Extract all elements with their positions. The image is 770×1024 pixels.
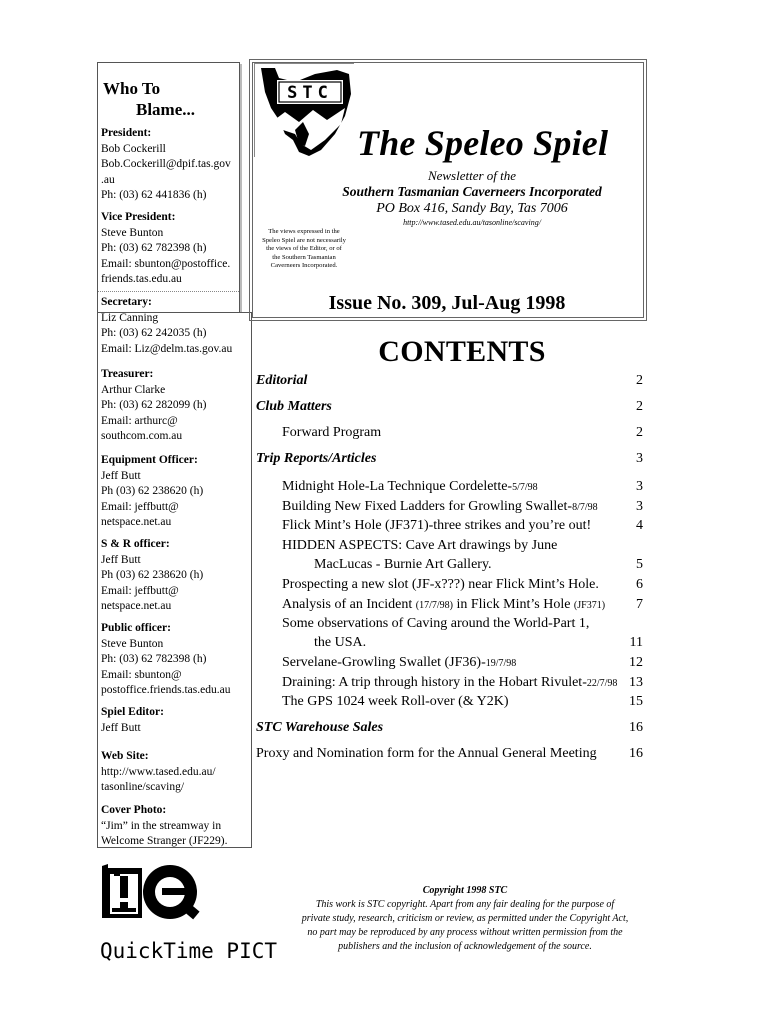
toc-page: 3 bbox=[636, 451, 643, 466]
toc-page: 12 bbox=[629, 655, 643, 670]
newsletter-title: The Speleo Spiel bbox=[357, 123, 609, 163]
treasurer-heading: Treasurer: bbox=[101, 368, 154, 380]
sidebar-title-line2: Blame... bbox=[136, 100, 196, 119]
president-heading: President: bbox=[101, 127, 152, 139]
vice-president-email: Email: sbunton@postoffice. bbox=[101, 257, 231, 270]
vice-president-phone: Ph: (03) 62 782398 (h) bbox=[101, 242, 207, 255]
toc-label: Midnight Hole-La Technique Cordelette-5/7/98 bbox=[282, 479, 538, 494]
toc-label: Draining: A trip through history in the Hobart Rivulet-22/7/98 bbox=[282, 675, 618, 690]
spiel-editor-name: Jeff Butt bbox=[101, 721, 141, 734]
toc-label: Analysis of an Incident (17/7/98) in Flick Mint’s Hole (JF371) bbox=[282, 597, 606, 612]
sr-officer-phone: Ph (03) 62 238620 (h) bbox=[101, 569, 204, 582]
toc-label: Proxy and Nomination form for the Annual General Meeting bbox=[256, 746, 597, 761]
treasurer-email: Email: arthurc@ bbox=[101, 414, 178, 427]
cover-photo-block bbox=[101, 803, 228, 850]
toc-label: Forward Program bbox=[282, 425, 382, 440]
toc-label: Flick Mint’s Hole (JF371)-three strikes and you’re out! bbox=[282, 518, 592, 533]
club-website: http://www.tased.edu.au/tasonline/scaving/ bbox=[403, 218, 541, 227]
copyright-line: private study, research, criticism or review, as permitted under the Copyright Act, bbox=[301, 913, 629, 924]
copyright-heading: Copyright 1998 STC bbox=[422, 885, 508, 896]
disclaimer: The views expressed in the Speleo Spiel are not necessarily the views of the Editor, or of the Southern Tasmanian Caverneers Incorporated. bbox=[262, 228, 346, 270]
vice-president-name: Steve Bunton bbox=[101, 226, 164, 239]
quicktime-caption: QuickTime PICT bbox=[100, 939, 278, 963]
vice-president-block bbox=[101, 210, 230, 288]
sr-officer-block bbox=[101, 537, 203, 615]
toc-label: Some observations of Caving around the World-Part 1, bbox=[282, 616, 590, 631]
treasurer-email-cont: southcom.com.au bbox=[101, 430, 183, 443]
toc-label: MacLucas - Burnie Art Gallery. bbox=[314, 557, 492, 572]
public-officer-phone: Ph: (03) 62 782398 (h) bbox=[101, 653, 207, 666]
toc-date: 8/7/98 bbox=[572, 502, 598, 513]
toc-label: Prospecting a new slot (JF-x???) near Flick Mint’s Hole. bbox=[282, 577, 599, 592]
equipment-officer-email-cont: netspace.net.au bbox=[101, 516, 172, 529]
equipment-officer-name: Jeff Butt bbox=[101, 469, 141, 482]
issue-number: Issue No. 309, Jul-Aug 1998 bbox=[328, 292, 566, 314]
stc-logo-text: STC bbox=[287, 83, 333, 103]
equipment-officer-heading: Equipment Officer: bbox=[101, 454, 198, 466]
toc-page: 16 bbox=[629, 720, 643, 735]
web-site-url-cont: tasonline/scaving/ bbox=[101, 781, 185, 794]
copyright-notice bbox=[280, 884, 650, 954]
toc-page: 3 bbox=[636, 479, 643, 494]
president-block bbox=[101, 126, 231, 204]
secretary-block bbox=[101, 295, 232, 357]
toc-date: 5/7/98 bbox=[512, 482, 538, 493]
club-address: PO Box 416, Sandy Bay, Tas 7006 bbox=[376, 201, 568, 216]
toc-date: 19/7/98 bbox=[485, 658, 517, 669]
vice-president-heading: Vice President: bbox=[101, 211, 176, 223]
stc-logo bbox=[254, 63, 354, 157]
sr-officer-heading: S & R officer: bbox=[101, 538, 170, 550]
toc-label: HIDDEN ASPECTS: Cave Art drawings by June bbox=[282, 538, 558, 553]
president-name: Bob Cockerill bbox=[101, 142, 166, 155]
toc-label: Servelane-Growling Swallet (JF36)-19/7/98 bbox=[282, 655, 517, 670]
toc-cave-code: (JF371) bbox=[573, 600, 606, 611]
secretary-phone: Ph: (03) 62 242035 (h) bbox=[101, 327, 207, 340]
toc-page: 5 bbox=[636, 557, 643, 572]
president-email: Bob.Cockerill@dpif.tas.gov bbox=[101, 158, 231, 171]
treasurer-name: Arthur Clarke bbox=[101, 383, 166, 396]
president-email-cont: .au bbox=[101, 173, 115, 186]
toc-page: 15 bbox=[629, 694, 643, 709]
copyright-line: no part may be reproduced by any process without written permission from the bbox=[307, 927, 623, 938]
toc-page: 16 bbox=[629, 746, 643, 761]
toc-page: 2 bbox=[636, 425, 643, 440]
toc-label: Building New Fixed Ladders for Growling Swallet-8/7/98 bbox=[282, 499, 598, 514]
secretary-heading: Secretary: bbox=[101, 296, 152, 308]
toc-label: The GPS 1024 week Roll-over (& Y2K) bbox=[282, 694, 509, 709]
toc-label: Club Matters bbox=[256, 399, 332, 414]
cover-photo-heading: Cover Photo: bbox=[101, 804, 167, 816]
toc-page: 7 bbox=[636, 597, 643, 612]
treasurer-block bbox=[101, 367, 206, 445]
web-site-url: http://www.tased.edu.au/ bbox=[101, 765, 216, 778]
toc-date: (17/7/98) bbox=[415, 600, 453, 611]
toc-label: STC Warehouse Sales bbox=[256, 720, 384, 735]
sr-officer-email-cont: netspace.net.au bbox=[101, 600, 172, 613]
sr-officer-email: Email: jeffbutt@ bbox=[101, 584, 179, 597]
toc-page: 3 bbox=[636, 499, 643, 514]
spiel-editor-heading: Spiel Editor: bbox=[101, 706, 164, 718]
copyright-line: This work is STC copyright. Apart from any fair dealing for the purpose of bbox=[315, 899, 615, 910]
newsletter-of: Newsletter of the bbox=[427, 168, 517, 183]
web-site-heading: Web Site: bbox=[101, 750, 149, 762]
stc-logo-graphic bbox=[255, 64, 355, 158]
toc-page: 11 bbox=[629, 635, 643, 650]
sidebar-title-line1: Who To bbox=[103, 79, 161, 98]
public-officer-block bbox=[101, 621, 230, 699]
sr-officer-name: Jeff Butt bbox=[101, 553, 141, 566]
toc-page: 2 bbox=[636, 373, 643, 388]
contents-heading: CONTENTS bbox=[378, 335, 546, 368]
equipment-officer-block bbox=[101, 453, 203, 531]
toc-label: the USA. bbox=[314, 635, 367, 650]
vice-president-email-cont: friends.tas.edu.au bbox=[101, 273, 182, 286]
spiel-editor-block bbox=[101, 705, 164, 736]
copyright-line: publishers and the inclusion of acknowledgement of the source. bbox=[338, 941, 592, 952]
cover-photo-caption: “Jim” in the streamway in bbox=[101, 819, 222, 832]
toc-page: 2 bbox=[636, 399, 643, 414]
quicktime-pict-icon bbox=[98, 862, 278, 970]
cover-photo-caption-cont: Welcome Stranger (JF229). bbox=[101, 835, 228, 848]
web-site-block bbox=[101, 749, 216, 796]
equipment-officer-phone: Ph (03) 62 238620 (h) bbox=[101, 485, 204, 498]
treasurer-phone: Ph: (03) 62 282099 (h) bbox=[101, 399, 207, 412]
secretary-email: Email: Liz@delm.tas.gov.au bbox=[101, 342, 233, 355]
quicktime-pict-placeholder bbox=[98, 862, 278, 970]
public-officer-email: Email: sbunton@ bbox=[101, 668, 182, 681]
toc-date: 22/7/98 bbox=[586, 678, 618, 689]
public-officer-name: Steve Bunton bbox=[101, 637, 164, 650]
toc-page: 6 bbox=[636, 577, 643, 592]
sidebar-divider bbox=[98, 291, 239, 292]
public-officer-email-cont: postoffice.friends.tas.edu.au bbox=[101, 684, 231, 697]
equipment-officer-email: Email: jeffbutt@ bbox=[101, 500, 179, 513]
president-phone: Ph: (03) 62 441836 (h) bbox=[101, 189, 207, 202]
sidebar-title bbox=[103, 78, 195, 120]
toc-page: 4 bbox=[636, 518, 643, 533]
secretary-name: Liz Canning bbox=[101, 311, 159, 324]
public-officer-heading: Public officer: bbox=[101, 622, 171, 634]
toc-label: Editorial bbox=[256, 373, 308, 388]
toc-label: Trip Reports/Articles bbox=[256, 451, 377, 466]
club-name: Southern Tasmanian Caverneers Incorporated bbox=[342, 184, 602, 199]
toc-page: 13 bbox=[629, 675, 643, 690]
